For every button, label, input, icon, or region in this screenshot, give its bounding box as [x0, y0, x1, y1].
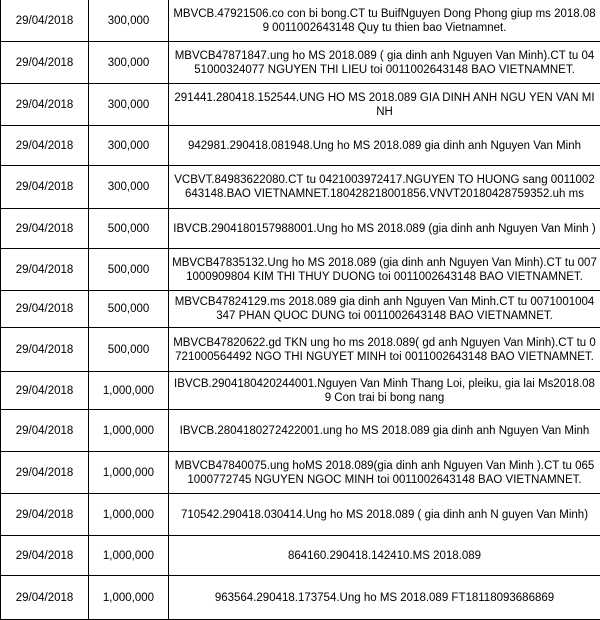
amount-cell: 500,000	[89, 209, 169, 249]
table-row	[1, 452, 600, 494]
amount-cell: 300,000	[89, 166, 169, 209]
table-row	[1, 166, 600, 209]
amount-cell: 500,000	[89, 291, 169, 328]
description-cell: MBVCB47824129.ms 2018.089 gia dinh anh Nguyen Van Minh.CT tu 0071001004347 PHAN QUOC DUNG toi 0011002643148 BAO VIETNAMNET.	[169, 291, 600, 328]
date-cell: 29/04/2018	[1, 249, 89, 291]
table-row	[1, 410, 600, 452]
amount-cell: 1,000,000	[89, 536, 169, 576]
table-row	[1, 42, 600, 84]
description-cell: 864160.290418.142410.MS 2018.089	[169, 536, 600, 576]
table-row	[1, 372, 600, 410]
amount-cell: 500,000	[89, 328, 169, 372]
amount-cell: 1,000,000	[89, 576, 169, 620]
date-cell: 29/04/2018	[1, 536, 89, 576]
date-cell: 29/04/2018	[1, 209, 89, 249]
table-row	[1, 84, 600, 126]
table-row	[1, 0, 600, 42]
table-row	[1, 328, 600, 372]
description-cell: MBVCB.47921506.co con bi bong.CT tu BuifNguyen Dong Phong giup ms 2018.089 0011002643148 Quy tu thien bao Vietnamnet.	[169, 0, 600, 42]
amount-cell: 300,000	[89, 42, 169, 84]
description-cell: 963564.290418.173754.Ung ho MS 2018.089 FT18118093686869	[169, 576, 600, 620]
date-cell: 29/04/2018	[1, 126, 89, 166]
date-cell: 29/04/2018	[1, 328, 89, 372]
description-cell: 710542.290418.030414.Ung ho MS 2018.089 ( gia dinh anh N guyen Van Minh)	[169, 494, 600, 536]
date-cell: 29/04/2018	[1, 410, 89, 452]
amount-cell: 1,000,000	[89, 372, 169, 410]
description-cell: 942981.290418.081948.Ung ho MS 2018.089 gia dinh anh Nguyen Van Minh	[169, 126, 600, 166]
date-cell: 29/04/2018	[1, 494, 89, 536]
date-cell: 29/04/2018	[1, 291, 89, 328]
date-cell: 29/04/2018	[1, 372, 89, 410]
description-cell: 291441.280418.152544.UNG HO MS 2018.089 GIA DINH ANH NGU YEN VAN MINH	[169, 84, 600, 126]
amount-cell: 300,000	[89, 126, 169, 166]
description-cell: VCBVT.84983622080.CT tu 0421003972417.NGUYEN TO HUONG sang 0011002643148.BAO VIETNAMNET.180428218001856.VNVT20180428759352.uh ms	[169, 166, 600, 209]
table-row	[1, 576, 600, 620]
table-row	[1, 291, 600, 328]
table-row	[1, 126, 600, 166]
amount-cell: 300,000	[89, 0, 169, 42]
description-cell: MBVCB47871847.ung ho MS 2018.089 ( gia dinh anh Nguyen Van Minh).CT tu 0451000324077 NGUYEN THI LIEU toi 0011002643148 BAO VIETNAMNET.	[169, 42, 600, 84]
table-row	[1, 536, 600, 576]
table-row	[1, 249, 600, 291]
date-cell: 29/04/2018	[1, 452, 89, 494]
date-cell: 29/04/2018	[1, 166, 89, 209]
table-row	[1, 209, 600, 249]
description-cell: IBVCB.2904180420244001.Nguyen Van Minh Thang Loi, pleiku, gia lai Ms2018.089 Con trai bi bong nang	[169, 372, 600, 410]
amount-cell: 300,000	[89, 84, 169, 126]
date-cell: 29/04/2018	[1, 42, 89, 84]
description-cell: IBVCB.2904180157988001.Ung ho MS 2018.089 (gia dinh anh Nguyen Van Minh )	[169, 209, 600, 249]
description-cell: MBVCB47835132.Ung ho MS 2018.089 (gia dinh anh Nguyen Van Minh).CT tu 0071000909804 KIM THI THUY DUONG toi 0011002643148 BAO VIETNAMNET.	[169, 249, 600, 291]
date-cell: 29/04/2018	[1, 0, 89, 42]
table-row	[1, 494, 600, 536]
date-cell: 29/04/2018	[1, 576, 89, 620]
amount-cell: 1,000,000	[89, 452, 169, 494]
amount-cell: 1,000,000	[89, 410, 169, 452]
description-cell: IBVCB.2804180272422001.ung ho MS 2018.089 gia dinh anh Nguyen Van Minh	[169, 410, 600, 452]
amount-cell: 500,000	[89, 249, 169, 291]
amount-cell: 1,000,000	[89, 494, 169, 536]
description-cell: MBVCB47840075.ung hoMS 2018.089(gia dinh anh Nguyen Van Minh ).CT tu 0651000772745 NGUYEN NGOC MINH toi 0011002643148 BAO VIETNAMNET.	[169, 452, 600, 494]
description-cell: MBVCB47820622.gd TKN ung ho ms 2018.089( gd anh Nguyen Van Minh).CT tu 0721000564492 NGO THI NGUYET MINH toi 0011002643148 BAO VIETNAMNET.	[169, 328, 600, 372]
date-cell: 29/04/2018	[1, 84, 89, 126]
